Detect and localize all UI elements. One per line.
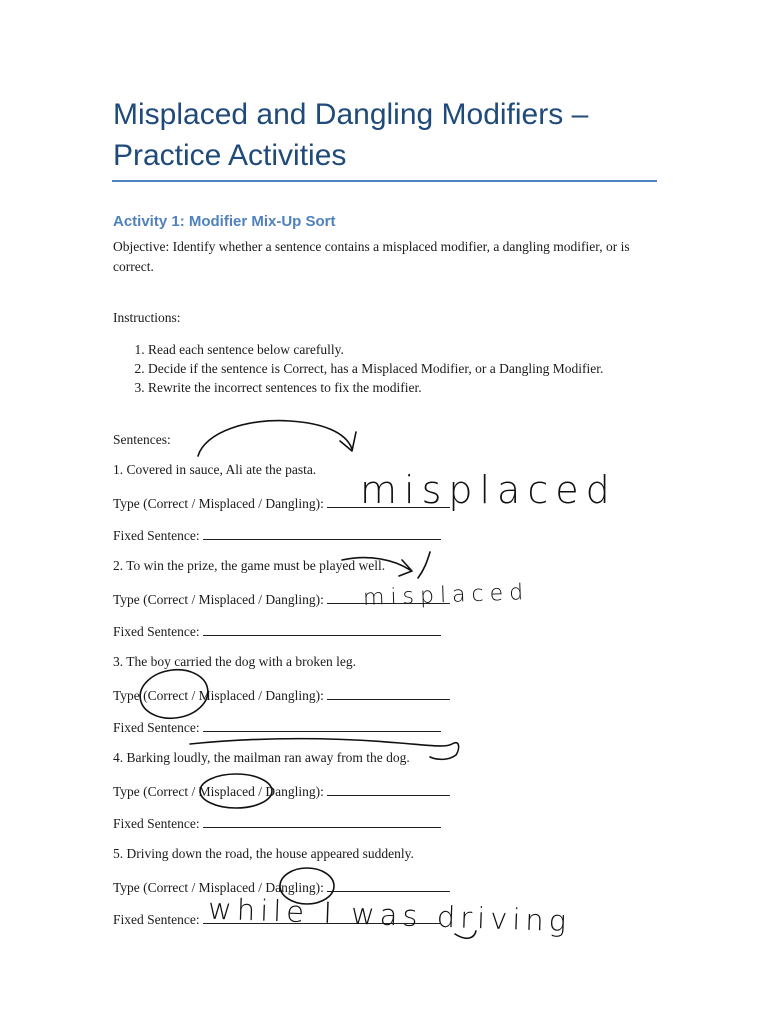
handwritten-answer-2: misplaced [362, 580, 530, 611]
sentence-1: 1. Covered in sauce, Ali ate the pasta. [113, 462, 317, 477]
title-divider [112, 180, 657, 182]
sentence-2: 2. To win the prize, the game must be played well. [113, 558, 386, 573]
fixed-row-3 [113, 718, 441, 736]
fixed-label: Fixed Sentence: [113, 816, 200, 831]
fixed-blank-1[interactable] [203, 526, 441, 540]
fixed-label: Fixed Sentence: [113, 912, 200, 927]
page-title: Misplaced and Dangling Modifiers – Practice Activities [113, 98, 589, 172]
fixed-row-1 [113, 526, 441, 544]
instruction-step: 1. Read each sentence below carefully. [148, 340, 603, 359]
handwritten-answer-1: misplaced [360, 468, 617, 512]
type-label: Type (Correct / Misplaced / Dangling): [113, 688, 324, 703]
instruction-step: 2. Decide if the sentence is Correct, has a Misplaced Modifier, or a Dangling Modifier. [148, 359, 603, 378]
fixed-row-4 [113, 814, 441, 832]
type-blank-4[interactable] [327, 782, 450, 796]
sentences-label: Sentences: [113, 432, 171, 447]
sentence-4: 4. Barking loudly, the mailman ran away from the dog. [113, 750, 410, 765]
type-row-4 [113, 782, 450, 800]
instructions-label: Instructions: [113, 310, 181, 325]
type-blank-5[interactable] [327, 878, 450, 892]
ink-arrow-1 [198, 421, 356, 456]
fixed-label: Fixed Sentence: [113, 624, 200, 639]
type-label: Type (Correct / Misplaced / Dangling): [113, 496, 324, 511]
instruction-steps [113, 340, 603, 397]
activity-heading: Activity 1: Modifier Mix-Up Sort [113, 213, 336, 230]
instruction-step: 3. Rewrite the incorrect sentences to fix the modifier. [148, 378, 603, 397]
fixed-blank-4[interactable] [203, 814, 441, 828]
sentence-3: 3. The boy carried the dog with a broken leg. [113, 654, 357, 669]
type-row-3 [113, 686, 450, 704]
type-label: Type (Correct / Misplaced / Dangling): [113, 784, 324, 799]
type-label: Type (Correct / Misplaced / Dangling): [113, 880, 324, 895]
type-label: Type (Correct / Misplaced / Dangling): [113, 592, 324, 607]
handwritten-fix-5: while I was driving [207, 891, 572, 939]
fixed-row-2 [113, 622, 441, 640]
fixed-label: Fixed Sentence: [113, 528, 200, 543]
fixed-label: Fixed Sentence: [113, 720, 200, 735]
fixed-blank-2[interactable] [203, 622, 441, 636]
objective-text: Objective: Identify whether a sentence contains a misplaced modifier, a dangling modifier, or is correct. [113, 239, 630, 274]
sentence-5: 5. Driving down the road, the house appeared suddenly. [113, 846, 414, 861]
fixed-blank-3[interactable] [203, 718, 441, 732]
type-blank-3[interactable] [327, 686, 450, 700]
